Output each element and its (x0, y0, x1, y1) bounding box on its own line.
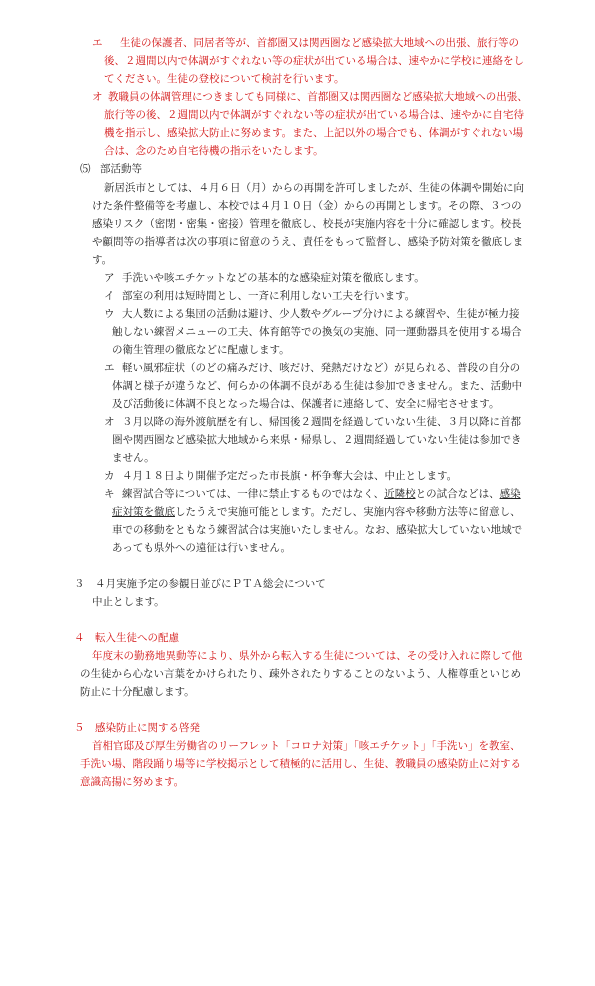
item-u-line-2: 触しない練習メニューの工夫、体育館等での換気の実施、同一運動器具を使用する場合 (112, 326, 522, 338)
intro-line-4: や顧問等の指導者は次の事項に留意のうえ、責任をもって監督し、感染予防対策を徹底しま (92, 236, 524, 248)
item-o5-line-3: ません。 (112, 452, 155, 464)
item-marker-ka: カ (104, 470, 115, 482)
item-marker-o: オ (104, 416, 115, 428)
heading-5-line-1: 首相官邸及び厚生労働省のリーフレット「コロナ対策」「咳エチケット」「手洗い」を教室、 (92, 740, 521, 752)
item-o-line-3: 機を指示し、感染拡大防止に努めます。また、上記以外の場合でも、体調がすぐれない場 (104, 127, 524, 139)
item-marker-u: ウ (104, 308, 115, 320)
item-e-line-3: てください。生徒の登校について検討を行います。 (104, 73, 345, 85)
item-e5-line-2: 体調と様子が違うなど、何らかの体調不良がある生徒は参加できません。また、活動中 (112, 380, 523, 392)
heading-4-line-1: 年度末の勤務地異動等により、県外から転入する生徒については、その受け入れに際して他 (92, 650, 523, 662)
item-u-line-3: の衛生管理の徹底などに配慮します。 (112, 344, 290, 356)
heading-5-line-2: 手洗い場、階段踊り場等に学校掲示として積極的に活用し、生徒、教職員の感染防止に対する (80, 758, 521, 770)
item-ki-line-3: 車での移動をともなう練習試合は実施いたしません。なお、感染拡大していない地域で (112, 524, 523, 536)
item-e-line-2: 後、２週間以内で体調がすぐれない等の症状が出ている場合は、速やかに学校に連絡をし (104, 55, 524, 67)
item-o-line-4: 合は、念のため自宅待機の指示をいたします。 (104, 145, 324, 157)
item-marker-ki: キ (104, 488, 115, 500)
section-number: ⑸ (80, 163, 91, 175)
heading-4-line-3: 防止に十分配慮します。 (80, 686, 195, 698)
item-ki-line-2 (112, 504, 521, 520)
item-e5-line-3: 及び活動後に体調不良となった場合は、保護者に連絡して、安全に帰宅させます。 (112, 398, 500, 410)
item-o-line-1: 教職員の体調管理につきましても同様に、首都圏又は関西圏など感染拡大地域への出張、 (108, 91, 528, 103)
item-e5-line-1: 軽い風邪症状（のどの痛みだけ、咳だけ、発熱だけなど）が見られる、普段の自分の (122, 362, 521, 374)
heading-3-body: 中止とします。 (92, 596, 165, 608)
heading-3-title: ３ ４月実施予定の参観日並びにＰＴＡ総会について (74, 578, 326, 590)
intro-line-3: 感染リスク（密閉・密集・密接）管理を徹底し、校長が実施内容を十分に確認します。校長 (92, 218, 522, 230)
item-e-line-1: 生徒の保護者、同居者等が、首都圏又は関西圏など感染拡大地域への出張、旅行等の (120, 37, 519, 49)
item-i-line-1: 部室の利用は短時間とし、一斉に利用しない工夫を行います。 (122, 290, 416, 302)
item-ki-underline-1: 近隣校 (384, 488, 416, 500)
item-ki-text-b: との試合などは、 (415, 488, 500, 500)
item-o5-line-1: ３月以降の海外渡航歴を有し、帰国後２週間を経過していない生徒、３月以降に首都 (122, 416, 521, 428)
item-ki-line-4: あっても県外への遠征は行いません。 (112, 542, 292, 554)
item-ki-text-a: 練習試合等については、一律に禁止するものではなく、 (122, 488, 385, 500)
intro-line-2: けた条件整備等を考慮し、本校では４月１０日（金）からの再開とします。その際、３つの (92, 200, 522, 212)
item-ki-text-c: したうえで実施可能とします。ただし、実施内容や移動方法等に留意し、 (175, 506, 521, 518)
heading-5-line-3: 意識高揚に努めます。 (80, 776, 185, 788)
item-ki-underline-3: 症対策を徹底 (112, 506, 175, 518)
item-marker-o-top: オ (92, 91, 103, 103)
item-marker-e: エ (104, 362, 115, 374)
item-marker-i: イ (104, 290, 115, 302)
intro-line-1: 新居浜市としては、４月６日（月）からの再開を許可しましたが、生徒の体調や開始に向 (104, 182, 524, 194)
section-title: 部活動等 (100, 163, 142, 175)
item-ka-line-1: ４月１８日より開催予定だった市長旗・杯争奪大会は、中止とします。 (122, 470, 458, 482)
item-ki-underline-2: 感染 (499, 488, 521, 500)
item-o-line-2: 旅行等の後、２週間以内で体調がすぐれない等の症状が出ている場合は、速やかに自宅待 (104, 109, 524, 121)
item-u-line-1: 大人数による集団の活動は避け、少人数やグループ分けによる練習や、生徒が極力接 (122, 308, 520, 320)
intro-line-5: す。 (92, 254, 113, 266)
heading-4-line-2: の生徒から心ない言葉をかけられたり、疎外されたりすることのないよう、人権尊重といじめ (80, 668, 521, 680)
item-ki-line-1 (122, 486, 521, 502)
item-a-line-1: 手洗いや咳エチケットなどの基本的な感染症対策を徹底します。 (122, 272, 425, 284)
item-marker-a: ア (104, 272, 115, 284)
item-o5-line-2: 圏や関西圏など感染拡大地域から来県・帰県し、２週間経過していない生徒は参加でき (112, 434, 522, 446)
heading-4-title: ４ 転入生徒への配慮 (74, 632, 179, 644)
heading-5-title: ５ 感染防止に関する啓発 (74, 722, 200, 734)
item-marker-e-top: エ (92, 37, 103, 49)
